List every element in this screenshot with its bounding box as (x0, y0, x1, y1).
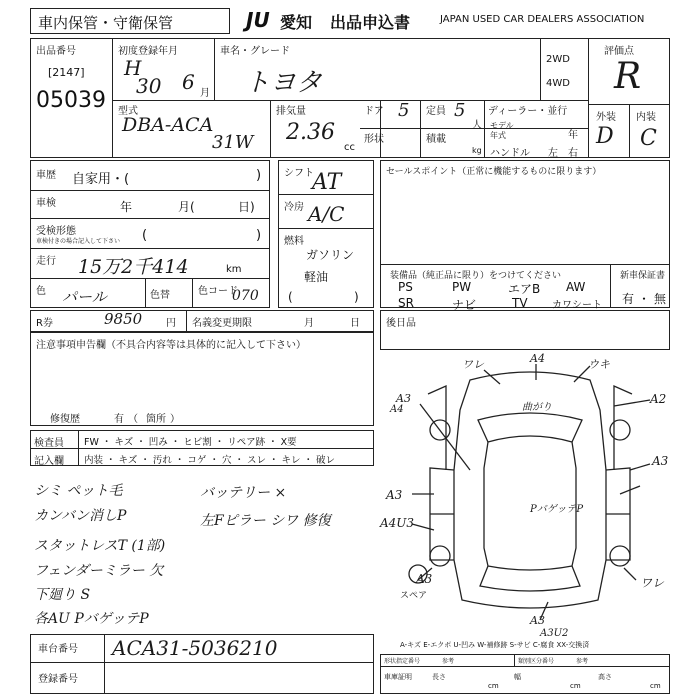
equip-ps: PS (398, 280, 413, 294)
drive-4wd: 4WD (546, 78, 570, 89)
color-num-label: 色替 (150, 290, 170, 301)
class-ref: 参考 (576, 658, 589, 665)
warranty-no: 無 (654, 292, 667, 306)
equip-pw: PW (452, 280, 472, 294)
lot-number: 05039 (36, 88, 106, 113)
repair-label: 修復歴 (50, 414, 80, 425)
mark-a4u3: A4U3 (380, 516, 415, 530)
class-label: 類別区分番号 (518, 658, 555, 665)
equip-seat: カワシート (552, 300, 602, 311)
association-name: JAPAN USED CAR DEALERS ASSOCIATION (440, 14, 645, 25)
received-close: ) (256, 228, 262, 243)
note-4: フェンダーミラー 欠 (34, 563, 164, 579)
model-year-label1: モデル (490, 121, 514, 130)
mark-float: ウキ (588, 358, 610, 371)
chassis-value: ACA31-5036210 (112, 636, 278, 660)
int-label: 内装 (636, 112, 656, 123)
note-3: スタットレスT (1部) (34, 538, 166, 554)
grade-label: 評価点 (604, 46, 634, 57)
first-reg-era: H (124, 56, 142, 80)
shift-value: AT (312, 170, 342, 195)
note-right-2: 左Fピラー シワ 修復 (200, 513, 331, 529)
drive-2wd: 2WD (546, 54, 570, 65)
warranty-label: 新車保証書 (620, 271, 666, 281)
mark-pbagette-1: 曲がり (522, 402, 552, 413)
mark-a3u2: A3 (530, 614, 545, 627)
tax-day: 日 (350, 318, 360, 329)
ac-value: A/C (308, 202, 345, 226)
chassis-label: 車台番号 (38, 644, 78, 655)
registration-label: 登録番号 (38, 674, 78, 685)
inspection-day: 日) (238, 200, 255, 214)
inspection-year: 年 (120, 200, 133, 214)
sheet-title: 出品申込書 (330, 13, 411, 32)
recycle-value: 9850 (104, 310, 143, 328)
mark-bend: A4 (390, 404, 404, 415)
car-name-value: トヨタ (244, 68, 323, 98)
tax-month: 月 (304, 318, 314, 329)
height-cm: cm (650, 682, 661, 690)
capacity-unit: 人 (472, 120, 482, 131)
recycle-label: R券 (36, 318, 53, 329)
capacity-value: 5 (454, 100, 466, 121)
equip-tv: TV (512, 296, 528, 310)
equip-aw: AW (566, 280, 586, 294)
width-cm: cm (570, 682, 581, 690)
equipment-label: 装備品（純正品に限り）をつけてください (390, 271, 562, 281)
warranty-yes: 有 (622, 292, 635, 306)
inspector-label: 検査員 (34, 438, 64, 449)
door-label: ドア (364, 106, 384, 117)
fuel-open: ( (288, 290, 293, 304)
fuel-label: 燃料 (284, 236, 304, 247)
mark-a4-top: A4 (530, 352, 545, 365)
mark-a4-left: A3 (396, 392, 411, 405)
shape-label: 形状 (364, 134, 384, 145)
note-right-1: バッテリー × (200, 485, 287, 501)
history-value: 自家用・( (72, 172, 130, 187)
type-label: 形状指定番号 (384, 658, 421, 665)
history-label: 車歴 (36, 170, 56, 181)
ext-label: 外装 (596, 112, 616, 123)
sales-point-label: セールスポイント（正常に機能するものに限ります） (386, 167, 602, 177)
damage-legend: A-キズ E-エクボ U-凹み W-補修跡 S-サビ C-腐食 XX-交換済 (400, 641, 590, 649)
fuel-diesel: 軽油 (304, 270, 329, 284)
first-reg-label: 初度登録年月 (118, 46, 178, 57)
height-label: 高さ (598, 673, 612, 681)
capacity-label: 定員 (426, 106, 446, 117)
history-close: ) (256, 168, 262, 183)
entry-label: 記入欄 (34, 456, 64, 467)
door-value: 5 (398, 100, 410, 121)
received-open: ( (142, 228, 148, 243)
note-2: カンバン消しP (34, 508, 127, 524)
model-line1: DBA-ACA (122, 114, 214, 136)
first-reg-month: 6 (182, 70, 195, 94)
width-label: 幅 (514, 673, 521, 681)
displacement-value: 2.36 (286, 120, 335, 145)
rear-label: 後日品 (386, 318, 416, 329)
first-reg-year: 30 (136, 74, 162, 98)
tax-label: 名義変更期限 (192, 318, 252, 329)
recycle-unit: 円 (166, 318, 176, 329)
displacement-label: 排気量 (276, 106, 306, 117)
model-label: 型式 (118, 106, 138, 117)
spare-label: スペア (400, 591, 428, 601)
mark-crack-top: ワレ (462, 358, 484, 371)
mileage-unit: km (226, 264, 242, 275)
mileage-label: 走行 (36, 256, 56, 267)
dealer-label: ディーラー・並行 (488, 106, 568, 117)
notes-label: 注意事項申告欄（不具合内容等は具体的に記入して下さい） (36, 340, 306, 351)
int-grade: C (640, 126, 657, 151)
brand-name: 愛知 (280, 13, 313, 32)
note-6: 各AU PバゲッテP (34, 611, 149, 627)
length-cm: cm (488, 682, 499, 690)
model-year-label2: 年式 (490, 131, 506, 140)
color-code-label: 色コード (198, 286, 238, 297)
handle-left: 左 (548, 148, 558, 159)
mark-a2: A2 (650, 392, 667, 406)
note-5: 下廻り S (34, 587, 91, 603)
handle-label: ハンドル (490, 148, 530, 159)
ac-label: 冷房 (284, 202, 304, 213)
inspection-month: 月( (178, 200, 195, 214)
equip-sr: SR (398, 296, 414, 310)
received-note: 車検付きの場合記入して下さい (36, 238, 121, 245)
shift-label: シフト (284, 168, 314, 179)
ext-grade: D (596, 124, 614, 149)
fuel-close: ) (354, 290, 359, 304)
handle-right: 右 (568, 148, 578, 159)
warranty-sep: ・ (638, 292, 651, 306)
color-code: 070 (232, 288, 259, 304)
grade-value: R (614, 56, 642, 97)
type-ref: 参考 (442, 658, 455, 665)
model-year-unit: 年 (568, 130, 578, 141)
model-line2: 31W (212, 132, 254, 153)
displacement-unit: cc (344, 142, 355, 153)
mark-crack-bottom: A3U2 (540, 628, 569, 639)
cert-label: 車庫証明 (384, 673, 412, 681)
load-unit: kg (472, 146, 482, 155)
car-name-label: 車名・グレード (220, 46, 290, 57)
repair-close: ） (170, 414, 180, 425)
length-label: 長さ (432, 673, 446, 681)
mark-a3-right2: ワレ (640, 576, 665, 590)
color-label: 色 (36, 286, 46, 297)
header-title: 車内保管・守衛保管 (38, 14, 174, 32)
received-label: 受検形態 (36, 226, 76, 237)
repair-place: 箇所 (146, 414, 166, 425)
first-reg-month-unit: 月 (200, 88, 210, 99)
ju-logo: JU (246, 8, 270, 32)
inspection-label: 車検 (36, 198, 56, 209)
note-1: シミ ペット毛 (34, 483, 123, 499)
mark-a3-left2: A3 (416, 572, 433, 586)
load-label: 積載 (426, 134, 446, 145)
equip-navi: ナビ (452, 298, 477, 312)
repair-open: （ (128, 414, 138, 425)
fuel-gas: ガソリン (306, 248, 355, 262)
inspector-items: FW ・ キズ ・ 凹み ・ ヒビ割 ・ リペア跡 ・ X要 (84, 437, 297, 448)
equip-airbag: エアB (508, 282, 541, 296)
mark-a3-right1: A3 (652, 454, 669, 468)
mark-a3-left1: A3 (386, 488, 403, 502)
entry-items: 内装 ・ キズ ・ 汚れ ・ コゲ ・ 穴 ・ スレ ・ キレ ・ 破レ (84, 455, 335, 466)
mileage-value: 15万2千414 (78, 256, 189, 278)
repair-value: 有 (114, 414, 124, 425)
mark-pbagette-2: PバゲッテP (530, 504, 584, 515)
color-value: パール (62, 288, 107, 306)
lot-sub: [2147] (48, 66, 85, 79)
lot-label: 出品番号 (36, 46, 76, 57)
